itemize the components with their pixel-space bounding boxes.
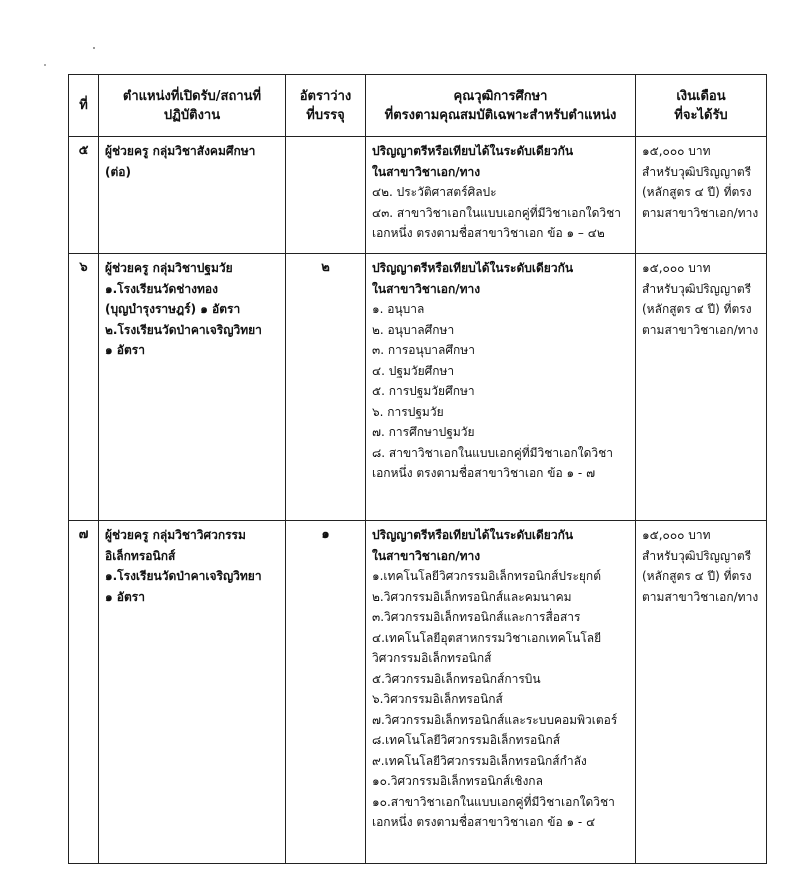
qualification-item: ๗. การศึกษาปฐมวัย	[372, 425, 475, 439]
qualification-item: ๔๓. สาขาวิชาเอกในแบบเอกคู่ที่มีวิชาเอกใดวิชาเอกหนึ่ง ตรงตามชื่อสาขาวิชาเอก ข้อ ๑ – ๔๒	[372, 205, 622, 240]
qualification-item: ๔.เทคโนโลยีอุตสาหกรรมวิชาเอกเทคโนโลยีวิศวกรรมอิเล็กทรอนิกส์	[372, 630, 602, 665]
qualification-item: ๕. การปฐมวัยศึกษา	[372, 384, 475, 398]
qualification-item: ๔๒. ประวัติศาสตร์ศิลปะ	[372, 185, 497, 199]
row-number: ๖	[69, 254, 99, 521]
position-table	[68, 74, 767, 864]
position-cell: ผู้ช่วยครู กลุ่มวิชาสังคมศึกษา (ต่อ)	[99, 137, 286, 254]
table-row	[69, 137, 767, 254]
qualification-item: ๑๐.วิศวกรรมอิเล็กทรอนิกส์เชิงกล	[372, 774, 543, 788]
row-number: ๗	[69, 521, 99, 864]
vacancy-cell: ๒	[286, 254, 366, 521]
vacancy-cell	[286, 137, 366, 254]
qualification-item: ๘. สาขาวิชาเอกในแบบเอกคู่ที่มีวิชาเอกใดวิชาเอกหนึ่ง ตรงตามชื่อสาขาวิชาเอก ข้อ ๑ - ๗	[372, 445, 614, 480]
header-salary: เงินเดือน ที่จะได้รับ	[636, 75, 767, 137]
qualification-item: ๘.เทคโนโลยีวิศวกรรมอิเล็กทรอนิกส์	[372, 733, 561, 747]
scan-speck	[93, 47, 95, 49]
vacancy-cell: ๑	[286, 521, 366, 864]
qualification-item: ๑๐.สาขาวิชาเอกในแบบเอกคู่ที่มีวิชาเอกใดวิชาเอกหนึ่ง ตรงตามชื่อสาขาวิชาเอก ข้อ ๑ - ๔	[372, 794, 615, 829]
table-row	[69, 254, 767, 521]
header-no: ที่	[69, 75, 99, 137]
row-number: ๕	[69, 137, 99, 254]
header-vacancy: อัตราว่าง ที่บรรจุ	[286, 75, 366, 137]
salary-cell: ๑๕,๐๐๐ บาท สำหรับวุฒิปริญญาตรี (หลักสูตร ๔ ปี) ที่ตรง ตามสาขาวิชาเอก/ทาง	[636, 137, 767, 254]
salary-cell: ๑๕,๐๐๐ บาท สำหรับวุฒิปริญญาตรี (หลักสูตร ๔ ปี) ที่ตรง ตามสาขาวิชาเอก/ทาง	[636, 521, 767, 864]
table-row	[69, 521, 767, 864]
position-cell: ผู้ช่วยครู กลุ่มวิชาปฐมวัย ๑.โรงเรียนวัดช่างทอง (บุญบำรุงราษฎร์) ๑ อัตรา ๒.โรงเรียนวัดป่าคาเจริญวิทยา ๑ อัตรา	[99, 254, 286, 521]
qualification-cell: ปริญญาตรีหรือเทียบได้ในระดับเดียวกัน ในสาขาวิชาเอก/ทาง ๑. อนุบาล ๒. อนุบาลศึกษา ๓. การอนุบาลศึกษา ๔. ปฐมวัยศึกษา ๕. การปฐมวัยศึกษา ๖. การปฐมวัย ๗. การศึกษาปฐมวัย ๘. สาขาวิชาเอกในแบบเอกคู่ที่มีวิชาเอกใดวิชาเอกหนึ่ง ตรงตามชื่อสาขาวิชาเอก ข้อ ๑ - ๗	[366, 254, 636, 521]
qualification-item: ๑. อนุบาล	[372, 302, 425, 316]
qualification-item: ๒.วิศวกรรมอิเล็กทรอนิกส์และคมนาคม	[372, 589, 572, 604]
qualification-item: ๑.เทคโนโลยีวิศวกรรมอิเล็กทรอนิกส์ประยุกต์	[372, 569, 601, 583]
qualification-item: ๖.วิศวกรรมอิเล็กทรอนิกส์	[372, 692, 503, 706]
qualification-item: ๔. ปฐมวัยศึกษา	[372, 363, 455, 378]
qualification-item: ๖. การปฐมวัย	[372, 404, 444, 419]
qualification-item: ๕.วิศวกรรมอิเล็กทรอนิกส์การบิน	[372, 671, 541, 686]
qualification-item: ๓. การอนุบาลศึกษา	[372, 343, 475, 357]
header-row	[69, 75, 767, 137]
header-position: ตำแหน่งที่เปิดรับ/สถานที่ ปฏิบัติงาน	[99, 75, 286, 137]
qualification-item: ๒. อนุบาลศึกษา	[372, 322, 455, 337]
qualification-item: ๓.วิศวกรรมอิเล็กทรอนิกส์และการสื่อสาร	[372, 610, 581, 624]
header-qualification: คุณวุฒิการศึกษา ที่ตรงตามคุณสมบัติเฉพาะสำหรับตำแหน่ง	[366, 75, 636, 137]
document-page	[68, 74, 766, 864]
qualification-item: ๗.วิศวกรรมอิเล็กทรอนิกส์และระบบคอมพิวเตอร์	[372, 712, 618, 727]
scan-speck	[44, 64, 46, 66]
position-cell: ผู้ช่วยครู กลุ่มวิชาวิศวกรรม อิเล็กทรอนิกส์ ๑.โรงเรียนวัดป่าคาเจริญวิทยา ๑ อัตรา	[99, 521, 286, 864]
salary-cell: ๑๕,๐๐๐ บาท สำหรับวุฒิปริญญาตรี (หลักสูตร ๔ ปี) ที่ตรง ตามสาขาวิชาเอก/ทาง	[636, 254, 767, 521]
qualification-cell: ปริญญาตรีหรือเทียบได้ในระดับเดียวกัน ในสาขาวิชาเอก/ทาง ๔๒. ประวัติศาสตร์ศิลปะ ๔๓. สาขาวิชาเอกในแบบเอกคู่ที่มีวิชาเอกใดวิชาเอกหนึ่ง ตรงตามชื่อสาขาวิชาเอก ข้อ ๑ – ๔๒	[366, 137, 636, 254]
qualification-cell: ปริญญาตรีหรือเทียบได้ในระดับเดียวกัน ในสาขาวิชาเอก/ทาง ๑.เทคโนโลยีวิศวกรรมอิเล็กทรอนิกส์ประยุกต์ ๒.วิศวกรรมอิเล็กทรอนิกส์และคมนาคม ๓.วิศวกรรมอิเล็กทรอนิกส์และการสื่อสาร ๔.เทคโนโลยีอุตสาหกรรมวิชาเอกเทคโนโลยีวิศวกรรมอิเล็กทรอนิกส์ ๕.วิศวกรรมอิเล็กทรอนิกส์การบิน ๖.วิศวกรรมอิเล็กทรอนิกส์ ๗.วิศวกรรมอิเล็กทรอนิกส์และระบบคอมพิวเตอร์ ๘.เทคโนโลยีวิศวกรรมอิเล็กทรอนิกส์ ๙.เทคโนโลยีวิศวกรรมอิเล็กทรอนิกส์กำลัง ๑๐.วิศวกรรมอิเล็กทรอนิกส์เชิงกล ๑๐.สาขาวิชาเอกในแบบเอกคู่ที่มีวิชาเอกใดวิชาเอกหนึ่ง ตรงตามชื่อสาขาวิชาเอก ข้อ ๑ - ๔	[366, 521, 636, 864]
qualification-item: ๙.เทคโนโลยีวิศวกรรมอิเล็กทรอนิกส์กำลัง	[372, 753, 587, 768]
